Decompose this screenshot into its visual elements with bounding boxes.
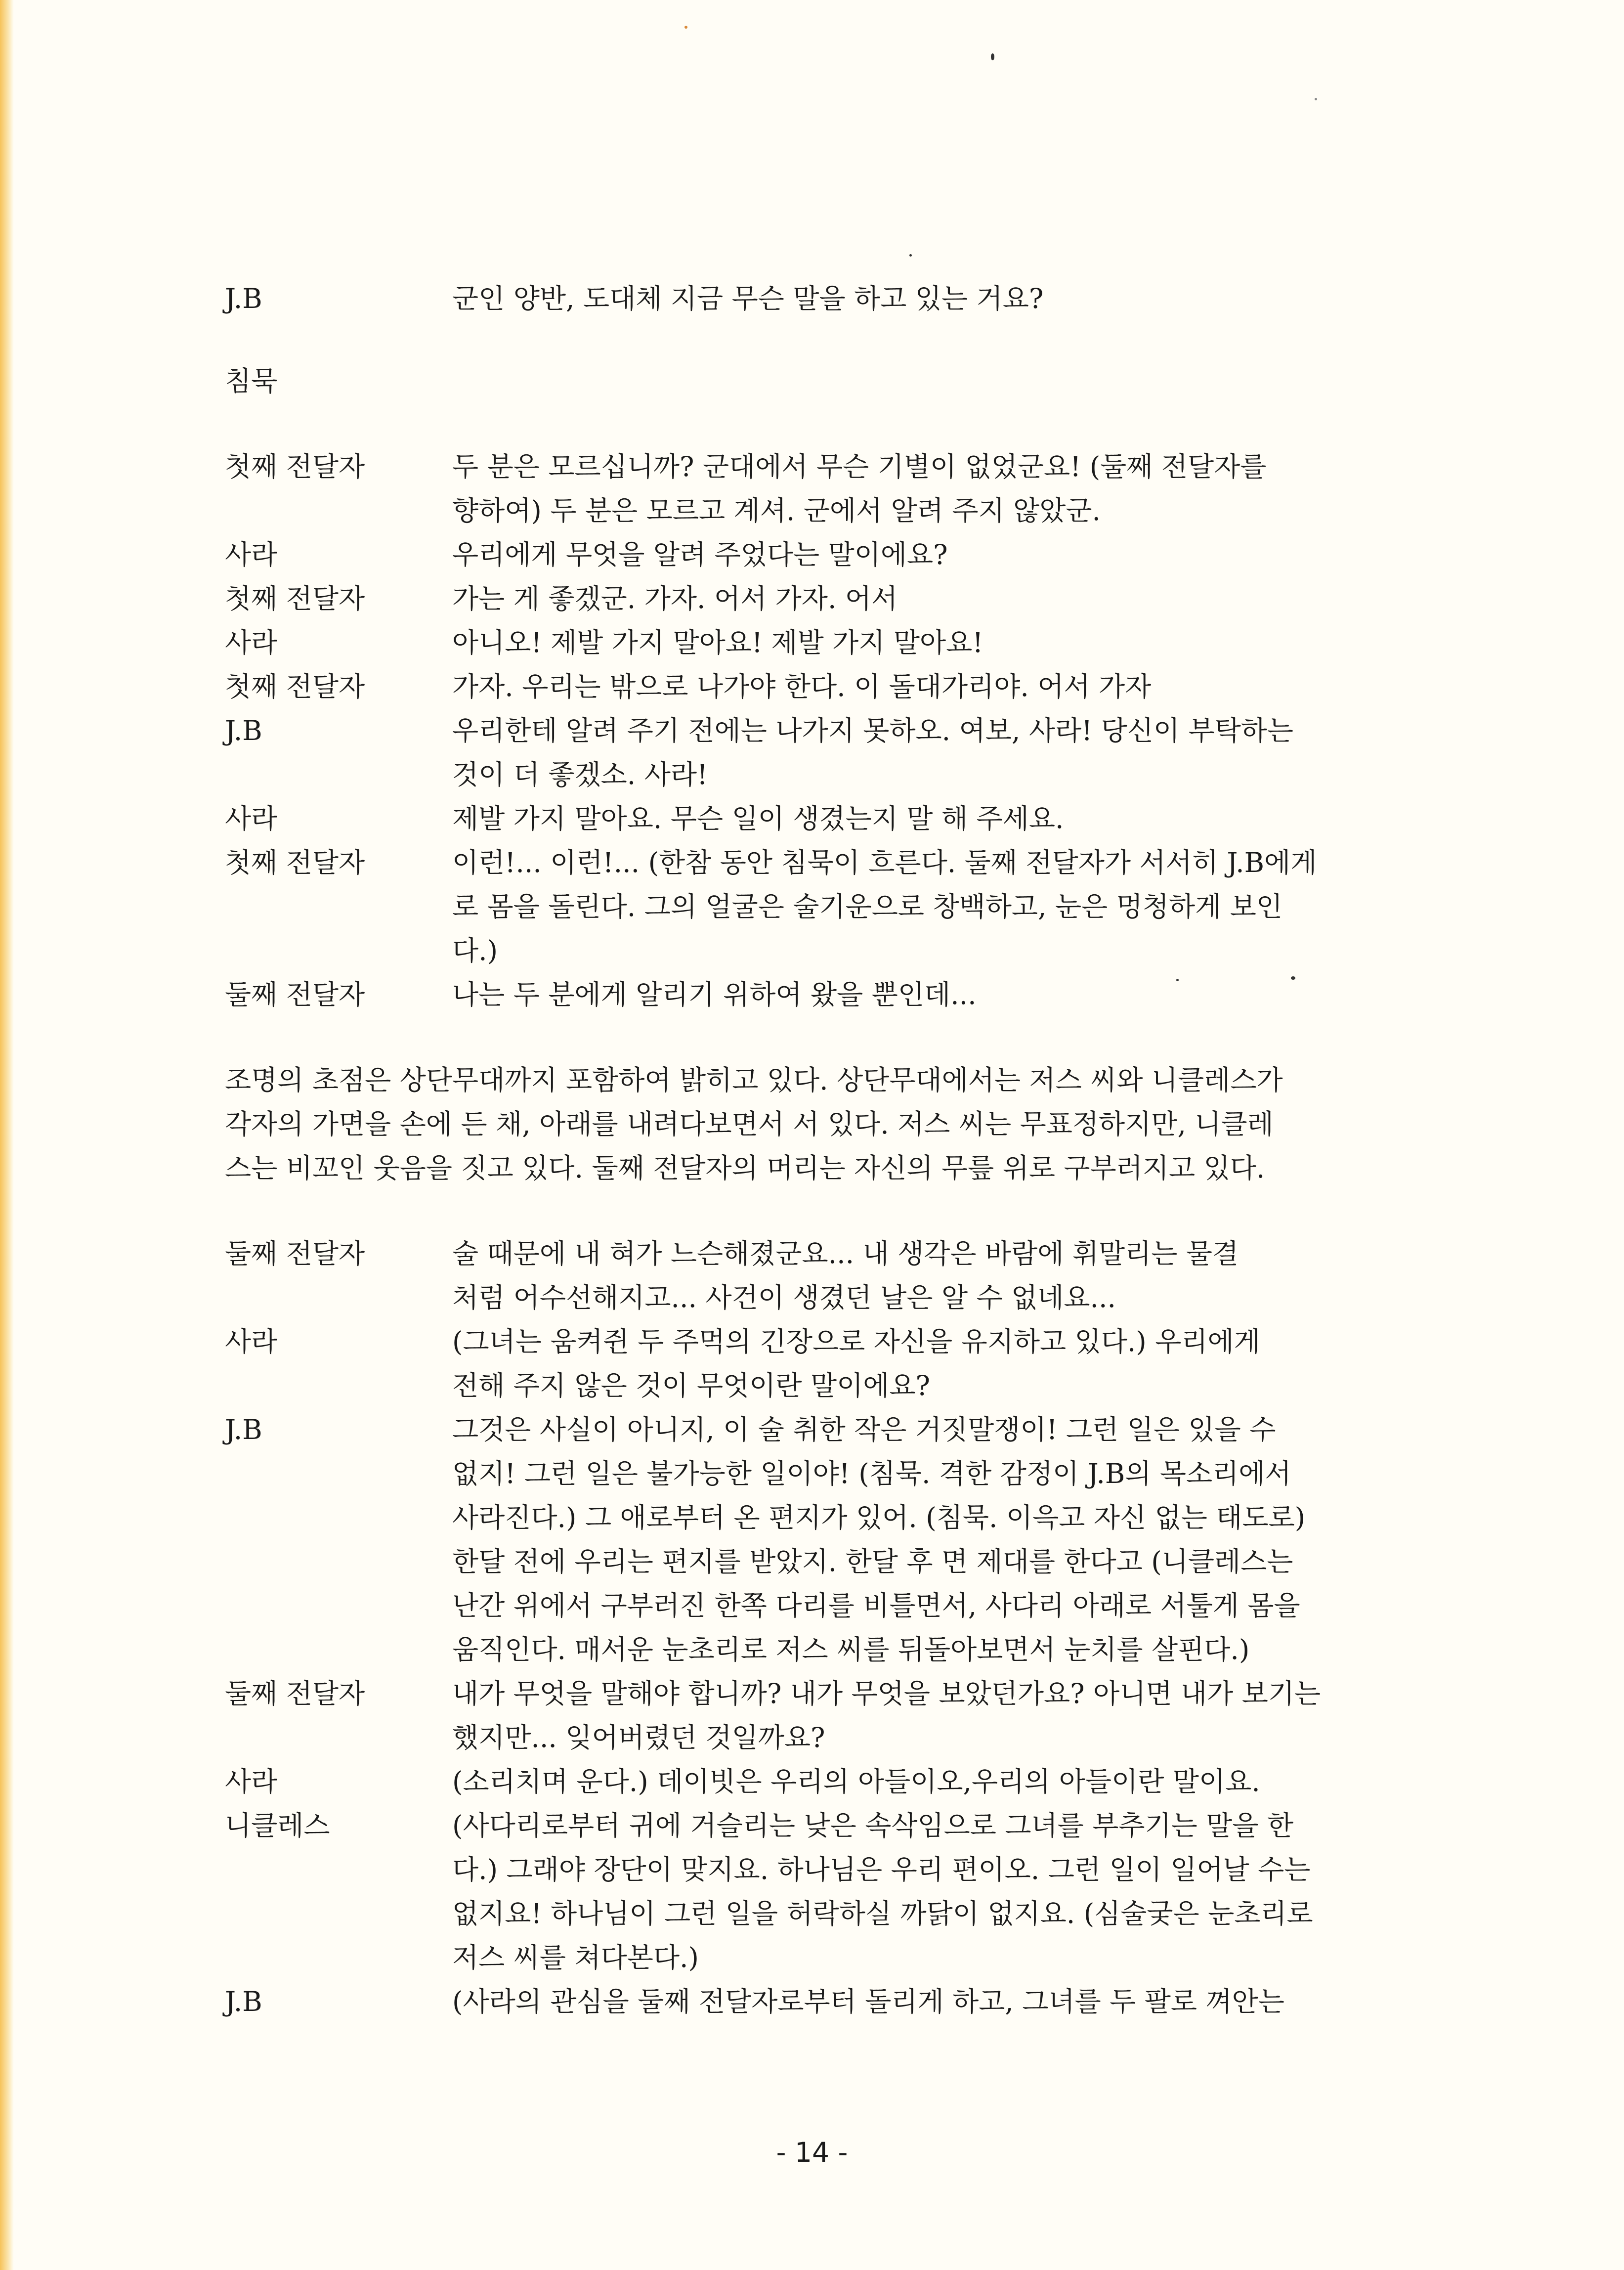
speech-text: (소리치며 운다.) 데이빗은 우리의 아들이오,우리의 아들이란 말이요. [452, 1766, 1260, 1797]
dialogue-line [225, 277, 1401, 321]
dialogue-line [225, 1408, 1401, 1452]
dialogue-block [225, 445, 1401, 1017]
stage-direction-line: 스는 비꼬인 웃음을 짓고 있다. 둘째 전달자의 머리는 자신의 무릎 위로 구부러지고 있다. [225, 1152, 1265, 1184]
speech-text: 한달 전에 우리는 편지를 받았지. 한달 후 면 제대를 한다고 (니클레스는 [452, 1546, 1293, 1577]
speech-text: 다.) 그래야 장단이 맞지요. 하나님은 우리 편이오. 그런 일이 일어날 수는 [452, 1854, 1311, 1885]
dialogue-line [225, 709, 1401, 753]
dialogue-line [225, 577, 1401, 621]
dialogue-line [225, 1276, 1401, 1320]
page-number: - 14 - [776, 2137, 848, 2168]
dialogue-line [225, 1584, 1401, 1628]
script-body [225, 277, 1401, 2024]
speech-text: 했지만... 잊어버렸던 것일까요? [452, 1722, 825, 1753]
speaker-name: 사라 [225, 539, 278, 570]
stage-direction-line: 각자의 가면을 손에 든 채, 아래를 내려다보면서 서 있다. 저스 씨는 무표정하지만, 니클레 [225, 1108, 1274, 1140]
speaker-name: 둘째 전달자 [225, 1678, 365, 1709]
dialogue-line [225, 973, 1401, 1017]
dialogue-line [225, 665, 1401, 709]
dialogue-line [225, 489, 1401, 533]
speech-text: 군인 양반, 도대체 지금 무슨 말을 하고 있는 거요? [452, 283, 1044, 314]
scan-speck [1315, 98, 1317, 100]
speech-text: 난간 위에서 구부러진 한쪽 다리를 비틀면서, 사다리 아래로 서툴게 몸을 [452, 1590, 1300, 1621]
speaker-name: 첫째 전달자 [225, 671, 365, 702]
speaker-name: 사라 [225, 1766, 278, 1797]
dialogue-line [225, 445, 1401, 489]
speech-text: 제발 가지 말아요. 무슨 일이 생겼는지 말 해 주세요. [452, 803, 1064, 834]
paper-edge [0, 0, 14, 2270]
speech-text: 가자. 우리는 밖으로 나가야 한다. 이 돌대가리야. 어서 가자 [452, 671, 1152, 702]
speech-text: 내가 무엇을 말해야 합니까? 내가 무엇을 보았던가요? 아니면 내가 보기는 [452, 1678, 1321, 1709]
dialogue-line [225, 753, 1401, 797]
speaker-name: 사라 [225, 627, 278, 658]
speech-text: 이런!... 이런!... (한참 동안 침묵이 흐른다. 둘째 전달자가 서서히 J.B에게 [452, 847, 1317, 878]
speech-text: 향하여) 두 분은 모르고 계셔. 군에서 알려 주지 않았군. [452, 495, 1101, 526]
speech-text: 사라진다.) 그 애로부터 온 편지가 있어. (침묵. 이윽고 자신 없는 태도로) [452, 1502, 1306, 1533]
speech-text: 움직인다. 매서운 눈초리로 저스 씨를 뒤돌아보면서 눈치를 살핀다.) [452, 1634, 1250, 1665]
dialogue-block [225, 1232, 1401, 2024]
dialogue-line [225, 841, 1401, 885]
dialogue-line [225, 533, 1401, 577]
speaker-name: 첫째 전달자 [225, 451, 365, 482]
speaker-name: 사라 [225, 803, 278, 834]
speaker-name: 둘째 전달자 [225, 1238, 365, 1269]
dialogue-line [225, 1452, 1401, 1496]
speech-text: 없지요! 하나님이 그런 일을 허락하실 까닭이 없지요. (심술궂은 눈초리로 [452, 1898, 1313, 1929]
speech-text: (사라의 관심을 둘째 전달자로부터 돌리게 하고, 그녀를 두 팔로 껴안는 [452, 1986, 1284, 2017]
silence-direction: 침묵 [225, 365, 278, 397]
dialogue-line [225, 1980, 1401, 2024]
dialogue-line [225, 1672, 1401, 1716]
speaker-name: 사라 [225, 1326, 278, 1357]
speech-text: 저스 씨를 쳐다본다.) [452, 1942, 699, 1973]
speech-text: 아니오! 제발 가지 말아요! 제발 가지 말아요! [452, 627, 983, 658]
dialogue-line [225, 1628, 1401, 1672]
speaker-name: 니클레스 [225, 1810, 330, 1841]
speech-text: 것이 더 좋겠소. 사라! [452, 759, 708, 790]
dialogue-line [225, 885, 1401, 929]
scan-speck [991, 53, 994, 60]
speech-text: 가는 게 좋겠군. 가자. 어서 가자. 어서 [452, 583, 898, 614]
dialogue-line [225, 1320, 1401, 1364]
speaker-name: 첫째 전달자 [225, 583, 365, 614]
speaker-name: J.B [225, 715, 262, 746]
dialogue-line [225, 1936, 1401, 1980]
dialogue-line [225, 1496, 1401, 1540]
speech-text: 두 분은 모르십니까? 군대에서 무슨 기별이 없었군요! (둘째 전달자를 [452, 451, 1267, 482]
speech-text: (그녀는 움켜쥔 두 주먹의 긴장으로 자신을 유지하고 있다.) 우리에게 [452, 1326, 1260, 1357]
speech-text: 처럼 어수선해지고... 사건이 생겼던 날은 알 수 없네요... [452, 1282, 1116, 1313]
dialogue-line [225, 1760, 1401, 1804]
dialogue-line [225, 1804, 1401, 1848]
dialogue-block [225, 277, 1401, 321]
scan-speck [684, 26, 687, 29]
dialogue-line [225, 1892, 1401, 1936]
dialogue-line [225, 1364, 1401, 1408]
speaker-name: J.B [225, 1414, 262, 1445]
dialogue-line [225, 1232, 1401, 1276]
dialogue-line [225, 1540, 1401, 1584]
speaker-name: 둘째 전달자 [225, 979, 365, 1010]
stage-direction-line: 조명의 초점은 상단무대까지 포함하여 밝히고 있다. 상단무대에서는 저스 씨와 니클레스가 [225, 1064, 1283, 1096]
speech-text: 우리한테 알려 주기 전에는 나가지 못하오. 여보, 사라! 당신이 부탁하는 [452, 715, 1294, 746]
speech-text: 나는 두 분에게 알리기 위하여 왔을 뿐인데... [452, 979, 977, 1010]
dialogue-line [225, 621, 1401, 665]
scan-speck [909, 254, 912, 257]
dialogue-line [225, 1716, 1401, 1760]
speech-text: 없지! 그런 일은 불가능한 일이야! (침묵. 격한 감정이 J.B의 목소리에서 [452, 1458, 1291, 1489]
speaker-name: J.B [225, 283, 262, 314]
speech-text: 술 때문에 내 혀가 느슨해졌군요... 내 생각은 바람에 휘말리는 물결 [452, 1238, 1239, 1269]
speech-text: 우리에게 무엇을 알려 주었다는 말이에요? [452, 539, 948, 570]
dialogue-line [225, 929, 1401, 973]
dialogue-line [225, 797, 1401, 841]
speech-text: 그것은 사실이 아니지, 이 술 취한 작은 거짓말쟁이! 그런 일은 있을 수 [452, 1414, 1276, 1445]
speech-text: 전해 주지 않은 것이 무엇이란 말이에요? [452, 1370, 930, 1401]
speech-text: 다.) [452, 935, 498, 966]
speech-text: (사다리로부터 귀에 거슬리는 낮은 속삭임으로 그녀를 부추기는 말을 한 [452, 1810, 1294, 1841]
speaker-name: 첫째 전달자 [225, 847, 365, 878]
dialogue-line [225, 1848, 1401, 1892]
speech-text: 로 몸을 돌린다. 그의 얼굴은 술기운으로 창백하고, 눈은 멍청하게 보인 [452, 891, 1282, 922]
speaker-name: J.B [225, 1986, 262, 2017]
stage-direction [225, 1058, 1401, 1190]
